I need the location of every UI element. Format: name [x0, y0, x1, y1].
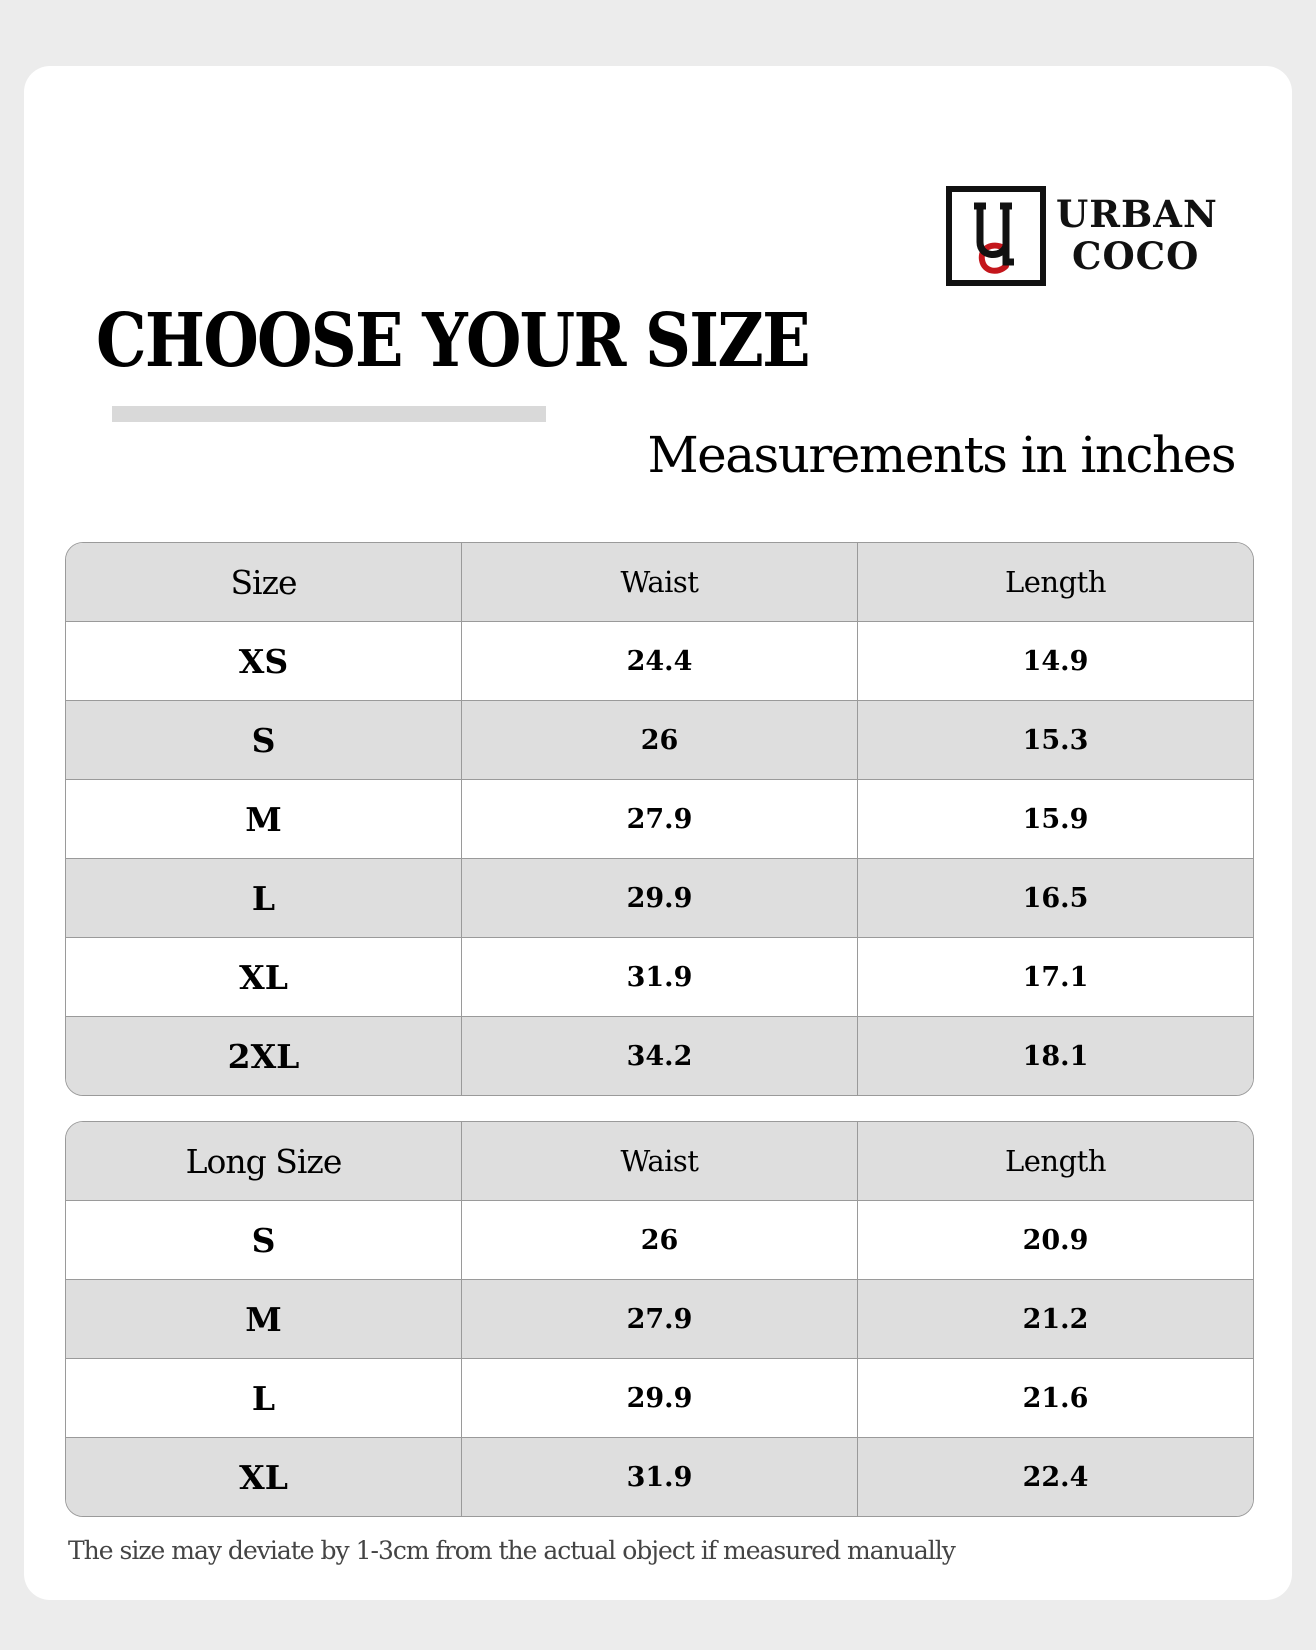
length-cell: 14.9: [857, 622, 1253, 700]
size-chart-card: [24, 66, 1292, 1600]
brand-name-line2: COCO: [1072, 234, 1200, 278]
table-row: [66, 858, 1253, 937]
brand-logo: [946, 186, 1246, 294]
brand-monogram-icon: [946, 186, 1046, 286]
page-title: CHOOSE YOUR SIZE: [96, 298, 809, 384]
length-cell: 16.5: [857, 859, 1253, 937]
waist-cell: 29.9: [461, 1359, 857, 1437]
size-cell: M: [245, 1299, 282, 1339]
units-subtitle: Measurements in inches: [647, 426, 1235, 484]
length-cell: 15.3: [857, 701, 1253, 779]
length-cell: 20.9: [857, 1201, 1253, 1279]
waist-cell: 34.2: [461, 1017, 857, 1095]
length-cell: 17.1: [857, 938, 1253, 1016]
waist-cell: 29.9: [461, 859, 857, 937]
length-cell: 15.9: [857, 780, 1253, 858]
waist-cell: 24.4: [461, 622, 857, 700]
header-length: Length: [857, 1122, 1253, 1200]
table-row: [66, 621, 1253, 700]
size-cell: XL: [239, 1457, 288, 1497]
header-length: Length: [857, 543, 1253, 621]
title-underline-bar: [112, 406, 546, 422]
table-row: [66, 700, 1253, 779]
header-size: Size: [230, 562, 297, 602]
length-cell: 21.2: [857, 1280, 1253, 1358]
waist-cell: 31.9: [461, 938, 857, 1016]
size-cell: S: [251, 1220, 276, 1260]
table-header-row: [66, 543, 1253, 621]
table-row: [66, 937, 1253, 1016]
regular-size-table: [65, 542, 1254, 1096]
long-size-table: [65, 1121, 1254, 1517]
header-waist: Waist: [461, 1122, 857, 1200]
waist-cell: 26: [461, 701, 857, 779]
table-row: [66, 1016, 1253, 1095]
size-cell: 2XL: [227, 1036, 300, 1076]
size-cell: M: [245, 799, 282, 839]
header-waist: Waist: [461, 543, 857, 621]
table-row: [66, 1200, 1253, 1279]
table-header-row: [66, 1122, 1253, 1200]
waist-cell: 27.9: [461, 780, 857, 858]
size-cell: L: [251, 1378, 276, 1418]
size-cell: S: [251, 720, 276, 760]
length-cell: 22.4: [857, 1438, 1253, 1516]
length-cell: 21.6: [857, 1359, 1253, 1437]
measurement-disclaimer: The size may deviate by 1-3cm from the actual object if measured manually: [68, 1536, 955, 1565]
length-cell: 18.1: [857, 1017, 1253, 1095]
waist-cell: 27.9: [461, 1280, 857, 1358]
table-row: [66, 1358, 1253, 1437]
table-row: [66, 779, 1253, 858]
table-row: [66, 1437, 1253, 1516]
size-cell: XL: [239, 957, 288, 997]
waist-cell: 31.9: [461, 1438, 857, 1516]
header-long-size: Long Size: [185, 1141, 342, 1181]
brand-name-line1: URBAN: [1056, 192, 1218, 236]
table-row: [66, 1279, 1253, 1358]
waist-cell: 26: [461, 1201, 857, 1279]
size-cell: XS: [238, 641, 289, 681]
size-cell: L: [251, 878, 276, 918]
